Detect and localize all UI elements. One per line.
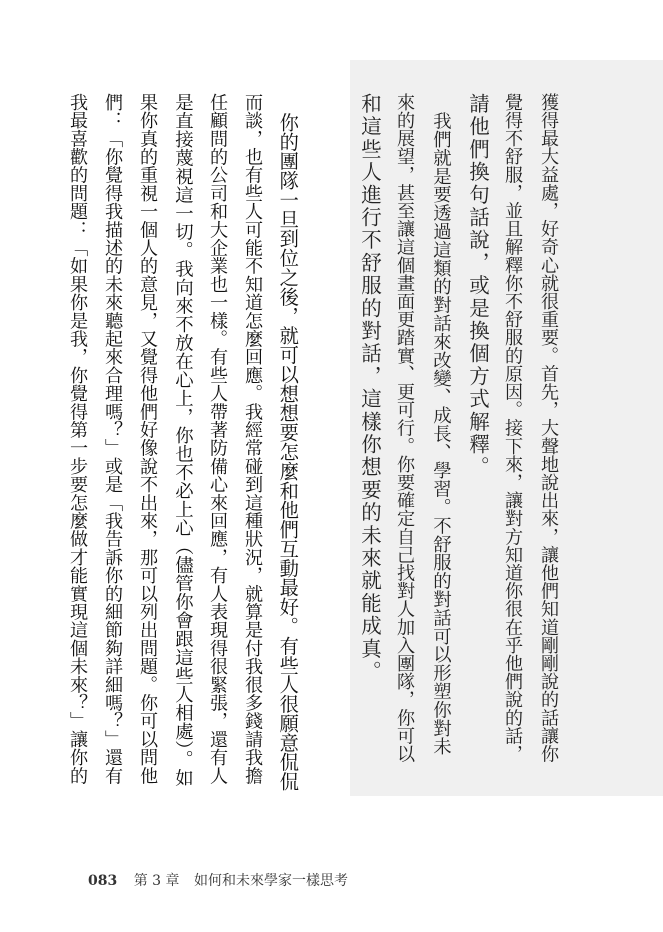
body-line: 們：「你覺得我描述的未來聽起來合理嗎？」或是「我告訴你的細節夠詳細嗎？」還有 [102, 93, 124, 785]
body-line: 是直接蔑視這一切。我向來不放在心上，你也不必上心（儘管你會跟這些人相處）。如 [172, 93, 194, 787]
body-line: 你的團隊一旦到位之後，就可以想想要怎麼和他們互動最好。有些人很願意侃侃 [276, 93, 300, 792]
body-line: 而談，也有些人可能不知道怎麼回應。我經常碰到這種狀況，就算是付我很多錢請我擔 [242, 93, 264, 785]
body-line: 我最喜歡的問題：「如果你是我，你覺得第一步要怎麼做才能實現這個未來？」讓你的 [67, 93, 89, 785]
sidebar-line: 來的展望，甚至讓這個畫面更踏實、更可行。你要確定自己找對人加入團隊，你可以 [394, 93, 416, 763]
sidebar-line: 和這些人進行不舒服的對話，這樣你想要的未來就能成真。 [357, 93, 382, 684]
page-number: 083 [88, 873, 118, 889]
chapter-number: 第 3 章 [133, 873, 180, 889]
page-footer [88, 870, 358, 890]
chapter-title: 如何和未來學家一樣思考 [193, 873, 348, 889]
sidebar-line: 覺得不舒服，並且解釋你不舒服的原因。接下來，讓對方知道你很在乎他們說的話， [502, 93, 524, 763]
sidebar-line: 我們就是要透過這類的對話來改變、成長、學習。不舒服的對話可以形塑你對未 [430, 93, 452, 756]
sidebar-line: 請他們換句話說，或是換個方式解釋。 [465, 93, 490, 479]
body-line: 任顧問的公司和大企業也一樣。有些人帶著防備心來回應，有人表現得很緊張，還有人 [207, 93, 229, 785]
sidebar-line: 獲得最大益處，好奇心就很重要。首先，大聲地說出來，讓他們知道剛剛說的話讓你 [538, 93, 560, 763]
body-line: 果你真的重視一個人的意見，又覺得他們好像說不出來，那可以列出問題。你可以問他 [137, 93, 159, 785]
